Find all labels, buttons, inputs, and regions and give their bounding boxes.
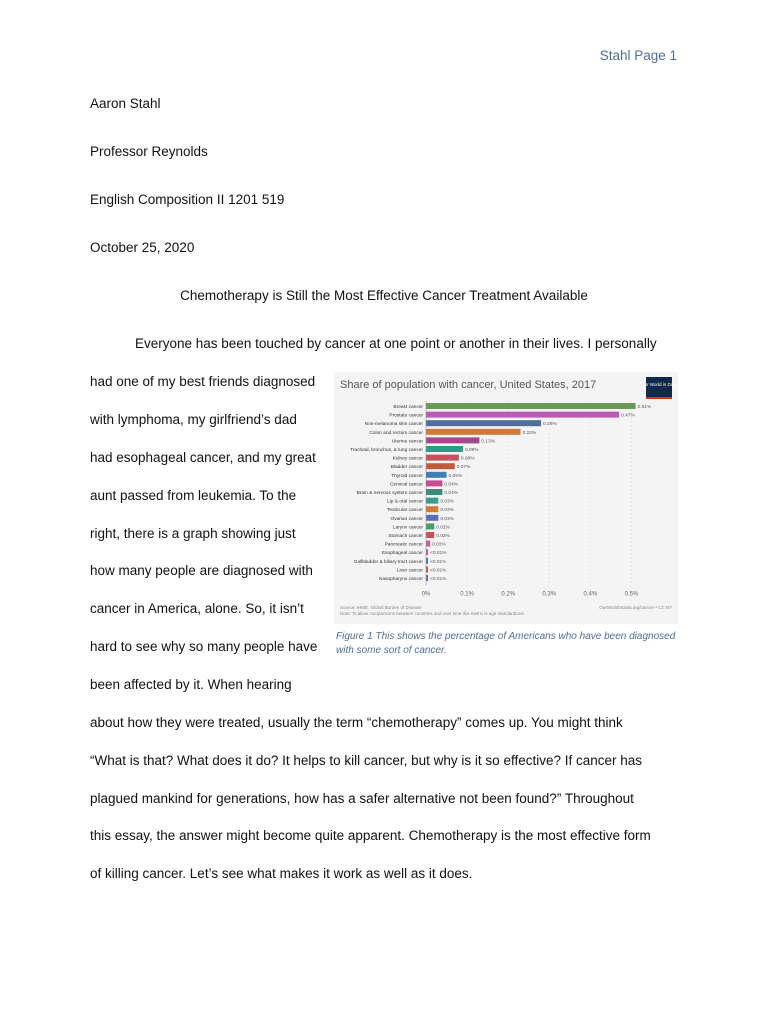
x-tick-label: 0%: [421, 591, 431, 598]
value-label: 0.05%: [448, 473, 463, 479]
chart-source: Source: IHME, Global Burden of Disease: [340, 605, 422, 610]
paragraph-line: “What is that? What does it do? It helps to kill cancer, but why is it so effective? If cancer has: [90, 753, 643, 768]
category-label: Gallbladder & biliary tract cancer: [353, 559, 423, 565]
bar: [426, 472, 447, 478]
category-label: Esophageal cancer: [381, 551, 423, 557]
page-header: Stahl Page 1: [599, 48, 677, 63]
value-label: 0.08%: [460, 456, 475, 462]
paragraph-line: plagued mankind for generations, how has a safer alternative not been found?” Throughout: [90, 791, 634, 806]
paragraph-line: hard to see why so many people have: [90, 639, 318, 654]
bar: [426, 412, 619, 418]
bar: [426, 480, 442, 486]
paragraph-line: aunt passed from leukemia. To the: [90, 488, 297, 503]
bar: [426, 498, 438, 504]
paragraph-line: had esophageal cancer, and my great: [90, 450, 316, 465]
chart-credit: OurWorldInData.org/cancer • CC BY: [599, 605, 672, 610]
bar: [426, 549, 428, 555]
paragraph-line: this essay, the answer might become quite apparent. Chemotherapy is the most effective form: [90, 828, 651, 843]
bar: [426, 463, 455, 469]
paragraph-line: right, there is a graph showing just: [90, 526, 296, 541]
value-label: 0.01%: [432, 542, 446, 548]
value-label: 0.02%: [436, 525, 450, 531]
category-label: Uterine cancer: [391, 439, 423, 445]
essay-title: Chemotherapy is Still the Most Effective Cancer Treatment Available: [180, 288, 588, 303]
chart-title: Share of population with cancer, United States, 2017: [340, 379, 597, 391]
category-label: Bladder cancer: [390, 465, 423, 471]
value-label: 0.13%: [481, 439, 496, 445]
cancer-bar-chart: [334, 372, 678, 624]
essay-date: October 25, 2020: [90, 240, 195, 255]
value-label: <0.01%: [430, 559, 447, 565]
bar: [426, 541, 430, 547]
category-label: Testicular cancer: [387, 508, 423, 514]
course-name: English Composition II 1201 519: [90, 192, 285, 207]
category-label: Prostate cancer: [389, 413, 423, 419]
figure-caption: Figure 1 This shows the percentage of Americans who have been diagnosed with some sort of cancer.: [336, 631, 676, 656]
category-label: Liver cancer: [396, 568, 423, 574]
value-label: <0.01%: [430, 577, 447, 582]
value-label: 0.03%: [440, 516, 454, 522]
chart-note: Note: To allow comparisons between countries and over time this metric is age-standardized.: [340, 611, 525, 616]
category-label: Thyroid cancer: [391, 473, 423, 479]
paragraph-line: cancer in America, alone. So, it isn’t: [90, 601, 304, 616]
bar: [426, 532, 434, 538]
bar: [426, 446, 463, 452]
paragraph-line: with lymphoma, my girlfriend’s dad: [90, 412, 297, 427]
professor-name: Professor Reynolds: [90, 144, 208, 159]
owid-logo-text: Our World in Data: [641, 382, 677, 387]
category-label: Pancreatic cancer: [384, 542, 423, 548]
owid-logo: [641, 377, 677, 399]
x-tick-label: 0.5%: [624, 591, 639, 598]
author-name: Aaron Stahl: [90, 96, 161, 111]
paragraph-line: been affected by it. When hearing: [90, 677, 292, 692]
x-tick-label: 0.2%: [501, 591, 516, 598]
bar: [426, 403, 636, 409]
paragraph-line: Everyone has been touched by cancer at one point or another in their lives. I personally: [135, 336, 657, 351]
category-label: Larynx cancer: [392, 525, 423, 531]
bar: [426, 575, 428, 581]
value-label: 0.04%: [444, 482, 459, 488]
category-label: Brain & nervous system cancer: [356, 491, 423, 496]
paragraph-line: had one of my best friends diagnosed: [90, 374, 316, 389]
paragraph-line: how many people are diagnosed with: [90, 563, 313, 578]
category-label: Colon and rectum cancer: [369, 430, 423, 436]
bar: [426, 515, 438, 521]
value-label: 0.51%: [637, 405, 652, 410]
paragraph-line: of killing cancer. Let’s see what makes it work as well as it does.: [90, 866, 473, 881]
bar: [426, 489, 442, 495]
category-label: Breast cancer: [393, 405, 423, 410]
category-label: Ovarian cancer: [390, 516, 423, 522]
x-tick-label: 0.3%: [542, 591, 557, 598]
bar: [426, 455, 459, 461]
bar: [426, 558, 428, 564]
value-label: 0.02%: [436, 534, 450, 539]
value-label: 0.09%: [464, 448, 479, 453]
category-label: Cervical cancer: [389, 482, 423, 488]
value-label: 0.03%: [440, 499, 454, 505]
value-label: 0.28%: [543, 422, 557, 428]
bar: [426, 506, 438, 512]
value-label: 0.03%: [440, 508, 454, 514]
bar: [426, 420, 541, 426]
category-label: Lip & oral cancer: [387, 499, 423, 505]
x-tick-label: 0.4%: [583, 591, 598, 598]
value-label: <0.01%: [430, 551, 447, 557]
value-label: <0.01%: [430, 568, 447, 574]
bar: [426, 566, 428, 572]
value-label: 0.04%: [444, 491, 459, 496]
category-label: Tracheal, bronchus, & lung cancer: [350, 448, 423, 453]
bar: [426, 429, 521, 435]
category-label: Stomach cancer: [388, 534, 423, 539]
cancer-chart-figure: [334, 372, 678, 624]
value-label: 0.47%: [621, 413, 635, 419]
paragraph-line: about how they were treated, usually the term “chemotherapy” comes up. You might think: [90, 715, 623, 730]
x-tick-label: 0.1%: [460, 591, 474, 598]
category-label: Non-melanoma skin cancer: [364, 422, 423, 428]
bar: [426, 437, 479, 443]
value-label: 0.07%: [456, 465, 471, 471]
value-label: 0.23%: [522, 430, 537, 436]
category-label: Kidney cancer: [392, 456, 423, 462]
category-label: Nasopharynx cancer: [379, 577, 423, 582]
bar: [426, 523, 434, 529]
